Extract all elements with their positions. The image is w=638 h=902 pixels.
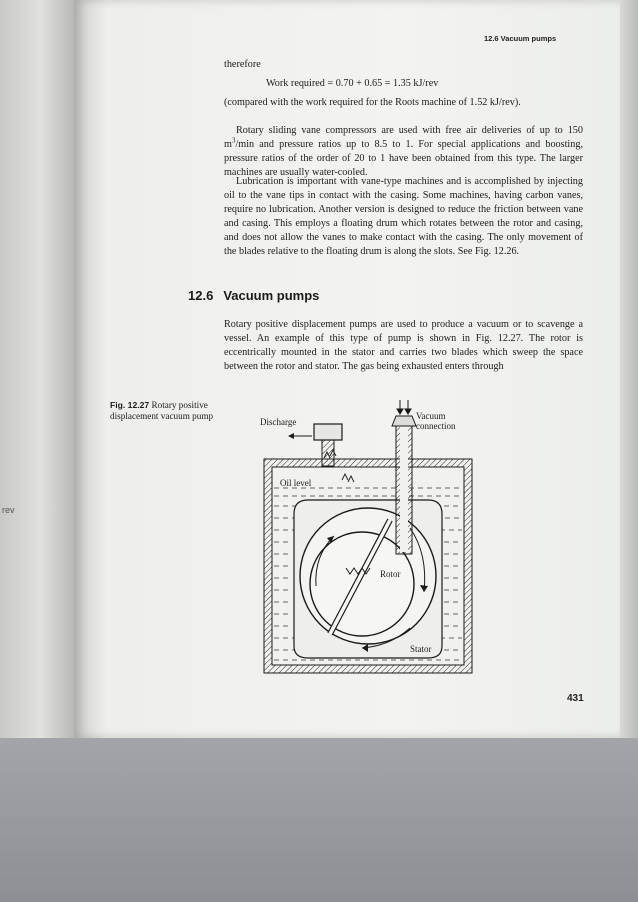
paragraph-sliding-vane-part1: Rotary sliding vane compressors are used with free air deliveries of up to 150 m [224, 125, 583, 151]
running-head: 12.6 Vacuum pumps [484, 34, 557, 43]
facing-page-edge [0, 0, 74, 738]
section-title: Vacuum pumps [223, 288, 320, 303]
discharge-label: Discharge [260, 417, 297, 427]
vacuum-flange [392, 416, 416, 426]
paragraph-lubrication: Lubrication is important with vane-type machines and is accomplished by injecting oil to the vane tips in contact with the casing. Some machines, having carbon vanes, require no lubrication. Another version is designed to reduce the friction between vane and casing. This employs a floating drum which rotates between the rotor and casing, and does not allow the vanes to make contact with the casing. The only movement of the blades relative to the floating drum is along the slots. See Fig. 12.26. [224, 176, 583, 258]
oil-level-label: Oil level [280, 478, 312, 488]
paragraph-sliding-vane [224, 124, 583, 180]
work-equation: Work required = 0.70 + 0.65 = 1.35 kJ/rev [266, 78, 439, 89]
page-right-edge [620, 0, 638, 738]
vacuum-label-1: Vacuum [416, 411, 446, 421]
paragraph-vacuum-pumps: Rotary positive displacement pumps are used to produce a vacuum or to scavenge a vessel. An example of this type of pump is shown in Fig. 12.27. The rotor is eccentrically mounted in the stator and carries two blades which sweep the space between the rotor and stator. The gas being exhausted enters through [224, 319, 583, 373]
comparison-note: (compared with the work required for the Roots machine of 1.52 kJ/rev). [224, 97, 521, 108]
figure-caption [110, 400, 218, 422]
vacuum-inflow-arrows [397, 400, 411, 414]
section-number: 12.6 [188, 288, 214, 303]
figure-caption-text: Rotary positive displacement vacuum pump [110, 400, 214, 421]
cubic-superscript: 3 [231, 136, 236, 145]
paragraph-sliding-vane-part2: /min and pressure ratios up to 8.5 to 1. For special applications and boosting, pressure ratios of the order of 20 to 1 have been obtained from this type. The larger machines are usually water-cooled. [224, 139, 583, 179]
rotor-label: Rotor [380, 569, 401, 579]
page-number: 431 [567, 693, 584, 704]
discharge-valve-body [314, 424, 342, 440]
vacuum-inlet-bore [400, 424, 408, 552]
discharge-arrowhead [288, 433, 294, 439]
figure-number: Fig. 12.27 [110, 400, 150, 410]
therefore-text: therefore [224, 59, 261, 70]
section-heading [188, 288, 319, 303]
vacuum-pump-diagram [250, 396, 480, 681]
vacuum-label-2: connection [416, 421, 456, 431]
facing-page-margin-text: rev [2, 505, 15, 515]
stator-label: Stator [410, 644, 432, 654]
scan-background [0, 735, 638, 902]
